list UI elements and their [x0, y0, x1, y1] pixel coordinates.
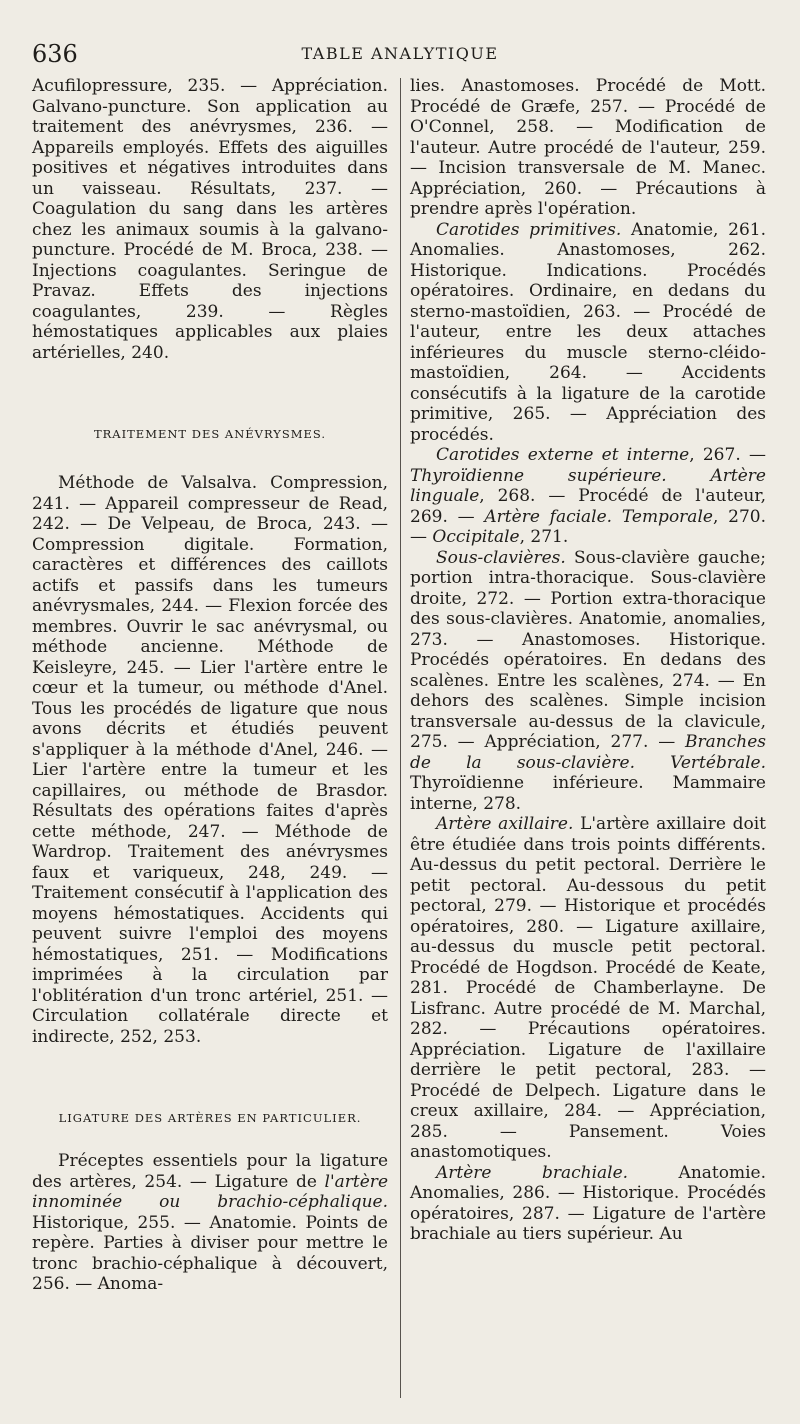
text-run: Thyroïdienne inférieure. Mammaire interne, 278.	[410, 773, 766, 814]
paragraph-galvano-puncture: Acufilopressure, 235. — Appréciation. Galvano-puncture. Son application au traitement des anévrysmes, 236. — Appareils employés. Effets des aiguilles positives et négatives introduites dans un vaisseau. Résultats, 237. — Coagulation du sang dans les artères chez les animaux soumis à la galvano-puncture. Procédé de M. Broca, 238. — Injections coagulantes. Seringue de Pravaz. Effets des injections coagulantes, 239. — Règles hémostatiques applicables aux plaies artérielles, 240.	[32, 76, 388, 363]
paragraph-valsalva: Méthode de Valsalva. Compression, 241. — Appareil compresseur de Read, 242. — De Velpeau, de Broca, 243. — Compression digitale. Formation, caractères et différences des caillots actifs et passifs dans les tumeurs anévrysmales, 244. — Flexion forcée des membres. Ouvrir le sac anévrysmal, ou méthode ancienne. Méthode de Keisleyre, 245. — Lier l'artère entre le cœur et la tumeur, ou méthode d'Anel. Tous les procédés de ligature que nous avons décrits et étudiés peuvent s'appliquer à la méthode d'Anel, 246. — Lier l'artère entre la tumeur et les capillaires, ou méthode de Brasdor. Résultats des opérations faites d'après cette méthode, 247. — Méthode de Wardrop. Traitement des anévrysmes faux et variqueux, 248, 249. — Traitement consécutif à l'application des moyens hémostatiques. Accidents qui peuvent suivre l'emploi des moyens hémostatiques, 251. — Modifications imprimées à la circulation par l'oblitération d'un tronc artériel, 251. — Circulation collatérale directe et indirecte, 252, 253.	[32, 473, 388, 1047]
italic-run: l'artère innominée ou brachio-céphalique.	[32, 1171, 388, 1212]
paragraph-anomalies: lies. Anastomoses. Procédé de Mott. Procédé de Græfe, 257. — Procédé de O'Connel, 258. — Modification de l'auteur. Autre procédé de l'auteur, 259. — Incision transversale de M. Manec. Appréciation, 260. — Précautions à prendre après l'opération.	[410, 76, 766, 219]
text-run: , 267. —	[689, 445, 766, 465]
text-run: Anatomie. Anomalies, 286. — Historique. Procédés opératoires, 287. — Ligature de l'artère brachiale au tiers supérieur. Au	[410, 1162, 766, 1244]
italic-run: Artère brachiale.	[436, 1162, 629, 1183]
italic-run: Branches de la sous-clavière. Vertébrale.	[410, 732, 766, 773]
right-column	[410, 76, 766, 1245]
text-run: , 270. —	[410, 506, 766, 547]
text-run: Préceptes essentiels pour la ligature des artères, 254. — Ligature de	[32, 1151, 388, 1192]
text-run: Sous-clavière gauche; portion intra-thoracique. Sous-clavière droite, 272. — Portion extra-thoracique des sous-clavières. Anatomie, anomalies, 273. — Anastomoses. Historique. Procédés opératoires. En dedans des scalènes. Entre les scalènes, 274. — En dehors des scalènes. Simple incision transversale au-dessus de la clavicule, 275. — Appréciation, 277. —	[410, 547, 766, 752]
running-title: TABLE ANALYTIQUE	[301, 44, 499, 63]
text-run: Historique, 255. — Anatomie. Points de repère. Parties à diviser pour mettre le tronc brachio-céphalique à découvert, 256. — Anoma-	[32, 1212, 388, 1294]
column-divider	[400, 78, 401, 1398]
paragraph-brachiale	[410, 1163, 766, 1245]
italic-run: Artère faciale. Temporale	[484, 506, 713, 527]
paragraph-carotides-externe	[410, 445, 766, 548]
italic-run: Carotides primitives.	[436, 219, 622, 240]
section-heading-ligature: LIGATURE DES ARTÈRES EN PARTICULIER.	[58, 1111, 362, 1125]
italic-run: Thyroïdienne supérieure. Artère linguale	[410, 465, 766, 506]
text-run: , 271.	[519, 527, 569, 547]
page-header	[32, 40, 768, 70]
text-run: Anatomie, 261. Anomalies. Anastomoses, 262. Historique. Indications. Procédés opératoires. Ordinaire, en dedans du sterno-mastoïdien, 263. — Procédé de l'auteur, entre les deux attaches inférieures du muscle sterno-cléido-mastoïdien, 264. — Accidents consécutifs à la ligature de la carotide primitive, 265. — Appréciation des procédés.	[410, 219, 766, 445]
italic-run: Occipitale	[432, 527, 520, 547]
paragraph-axillaire	[410, 814, 766, 1163]
paragraph-carotides-primitives	[410, 220, 766, 446]
left-column	[32, 76, 388, 1295]
italic-run: Carotides externe et interne	[436, 445, 690, 465]
section-heading-anevrysmes: TRAITEMENT DES ANÉVRYSMES.	[93, 427, 327, 441]
page-number: 636	[32, 40, 78, 68]
italic-run: Artère axillaire.	[436, 814, 574, 834]
text-run: , 268. — Procédé de l'auteur, 269. —	[410, 486, 766, 527]
paragraph-preceptes	[32, 1151, 388, 1295]
italic-run: Sous-clavières.	[436, 547, 566, 568]
text-run: L'artère axillaire doit être étudiée dans trois points différents. Au-dessus du petit pectoral. Derrière le petit pectoral. Au-dessous du petit pectoral, 279. — Historique et procédés opératoires, 280. — Ligature axillaire, au-dessus du muscle petit pectoral. Procédé de Hogdson. Procédé de Keate, 281. Procédé de Chamberlayne. De Lisfranc. Autre procédé de M. Marchal, 282. — Précautions opératoires. Appréciation. Ligature de l'axillaire derrière le petit pectoral, 283. — Procédé de Delpech. Ligature dans le creux axillaire, 284. — Appréciation, 285. — Pansement. Voies anastomotiques.	[410, 814, 766, 1162]
paragraph-sous-clavieres	[410, 548, 766, 815]
